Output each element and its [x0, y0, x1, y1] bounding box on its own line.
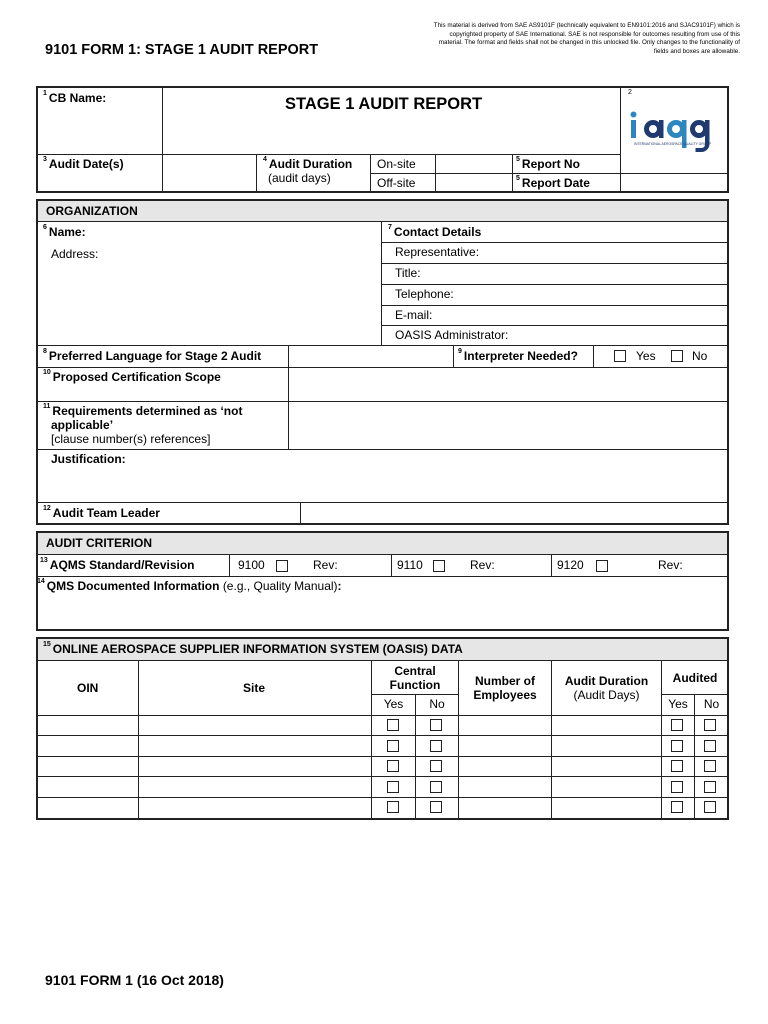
- std-9120-rev-label: Rev:: [658, 558, 683, 572]
- audit-team-leader-field[interactable]: [302, 504, 727, 522]
- std-9110-checkbox[interactable]: [433, 560, 445, 572]
- audited-no-checkbox[interactable]: [704, 740, 716, 752]
- col-site-header: Site: [243, 681, 266, 695]
- copyright-line: copyrighted property of SAE International. SAE is not responsible for outcomes resulting from use of this: [449, 30, 740, 38]
- logo-caption: INTERNATIONAL AEROSPACE QUALITY GROUP: [634, 142, 712, 146]
- report-date-field[interactable]: [622, 175, 727, 191]
- qms-doc-field[interactable]: [40, 596, 726, 628]
- col-oin-header: OIN: [77, 681, 99, 695]
- std-9110-rev-label: Rev:: [470, 558, 495, 572]
- onsite-label: On-site: [377, 157, 416, 171]
- central-yes-checkbox[interactable]: [387, 801, 399, 813]
- audit-duration-label: $^4$ Audit Duration: [263, 156, 353, 171]
- not-applicable-label-line2: applicable’: [51, 418, 114, 432]
- language-field[interactable]: [290, 347, 451, 366]
- col-central-header: Central Function: [389, 664, 441, 692]
- justification-label: Justification:: [51, 452, 126, 466]
- aqms-standard-label: $^{13}$ AQMS Standard/Revision: [40, 557, 195, 572]
- audited-yes-checkbox[interactable]: [671, 760, 683, 772]
- not-applicable-label: $^{11}$ Requirements determined as ‘not: [43, 403, 243, 418]
- offsite-field[interactable]: [437, 175, 511, 191]
- onsite-field[interactable]: [437, 156, 511, 172]
- std-9100-label: 9100: [238, 558, 265, 572]
- audit-team-leader-label: $^{12}$ Audit Team Leader: [43, 505, 160, 520]
- std-9100-rev-label: Rev:: [313, 558, 338, 572]
- central-no-checkbox[interactable]: [430, 719, 442, 731]
- central-yes-checkbox[interactable]: [387, 781, 399, 793]
- audited-yes-checkbox[interactable]: [671, 719, 683, 731]
- interpreter-yes-label: Yes: [636, 349, 656, 363]
- central-no-checkbox[interactable]: [430, 760, 442, 772]
- form-title: 9101 FORM 1: STAGE 1 AUDIT REPORT: [45, 42, 319, 58]
- org-name-label: $^6$ Name:: [43, 224, 86, 239]
- telephone-label[interactable]: Telephone:: [395, 287, 454, 301]
- organization-header: ORGANIZATION: [46, 204, 138, 218]
- col-employees-header: Number of Employees: [473, 674, 537, 702]
- col-central-no: No: [429, 697, 445, 711]
- email-label[interactable]: E-mail:: [395, 308, 433, 322]
- representative-label[interactable]: Representative:: [395, 245, 480, 259]
- report-date-label: $^5$ Report Date: [516, 175, 590, 190]
- justification-field[interactable]: [40, 467, 726, 501]
- central-yes-checkbox[interactable]: [387, 740, 399, 752]
- central-yes-checkbox[interactable]: [387, 760, 399, 772]
- interpreter-yes-checkbox[interactable]: [614, 350, 626, 362]
- audited-yes-checkbox[interactable]: [671, 781, 683, 793]
- cb-name-field[interactable]: [164, 123, 619, 153]
- audit-criterion-header: AUDIT CRITERION: [46, 536, 152, 550]
- col-audited-yes: Yes: [668, 697, 688, 711]
- col-audited-no: No: [703, 697, 720, 711]
- certification-scope-field[interactable]: [290, 369, 727, 400]
- central-yes-checkbox[interactable]: [387, 719, 399, 731]
- report-title: STAGE 1 AUDIT REPORT: [285, 95, 483, 113]
- col-duration-header: Audit Duration (Audit Days): [564, 674, 649, 702]
- report-no-label: $^5$ Report No: [516, 156, 580, 171]
- std-9120-label: 9120: [557, 558, 584, 572]
- std-9120-checkbox[interactable]: [596, 560, 608, 572]
- col-audited-header: Audited: [672, 671, 718, 685]
- not-applicable-sub: [clause number(s) references]: [51, 432, 211, 446]
- cb-name-label: $^1$ CB Name:: [43, 90, 107, 105]
- oasis-admin-label[interactable]: OASIS Administrator:: [395, 328, 509, 342]
- std-9100-checkbox[interactable]: [276, 560, 288, 572]
- central-no-checkbox[interactable]: [430, 740, 442, 752]
- audited-no-checkbox[interactable]: [704, 719, 716, 731]
- iaqg-logo: [626, 102, 724, 154]
- central-no-checkbox[interactable]: [430, 801, 442, 813]
- not-applicable-field[interactable]: [290, 403, 727, 448]
- audited-no-checkbox[interactable]: [704, 760, 716, 772]
- copyright-line: material. The format and fields shall not be changed in this unlocked file. Only changes to the functionality of: [438, 39, 740, 47]
- audited-yes-checkbox[interactable]: [671, 801, 683, 813]
- language-label: $^8$ Preferred Language for Stage 2 Audit: [43, 348, 262, 363]
- audited-yes-checkbox[interactable]: [671, 740, 683, 752]
- copyright-notice: [352, 22, 740, 56]
- interpreter-no-checkbox[interactable]: [671, 350, 683, 362]
- report-no-field[interactable]: [622, 156, 727, 172]
- title-label[interactable]: Title:: [395, 266, 421, 280]
- interpreter-label: $^9$ Interpreter Needed?: [458, 348, 578, 363]
- std-9110-label: 9110: [397, 558, 423, 572]
- address-label: Address:: [51, 247, 99, 261]
- footer-form-id: 9101 FORM 1 (16 Oct 2018): [45, 972, 224, 988]
- audit-dates-field[interactable]: [164, 156, 254, 191]
- address-field[interactable]: [40, 262, 378, 342]
- oasis-header: $^{15}$ ONLINE AEROSPACE SUPPLIER INFORMATION SYSTEM (OASIS) DATA: [43, 641, 463, 656]
- audit-dates-label: $^3$ Audit Date(s): [43, 156, 124, 171]
- central-no-checkbox[interactable]: [430, 781, 442, 793]
- audit-duration-sub: (audit days): [268, 171, 331, 185]
- audited-no-checkbox[interactable]: [704, 801, 716, 813]
- audited-no-checkbox[interactable]: [704, 781, 716, 793]
- col-central-yes: Yes: [383, 697, 404, 711]
- contact-details-label: $^7$ Contact Details: [388, 224, 482, 239]
- copyright-line: fields and boxes are allowable.: [653, 47, 740, 55]
- interpreter-no-label: No: [692, 349, 708, 363]
- qms-doc-label: $^{14}$ QMS Documented Information (e.g., Quality Manual):: [37, 578, 342, 593]
- offsite-label: Off-site: [377, 176, 416, 190]
- copyright-line: This material is derived from SAE AS9101F (technically equivalent to EN9101:2016 and SJAC9101F) which is: [433, 22, 740, 29]
- certification-scope-label: $^{10}$ Proposed Certification Scope: [43, 369, 221, 384]
- logo-number: 2: [628, 89, 632, 96]
